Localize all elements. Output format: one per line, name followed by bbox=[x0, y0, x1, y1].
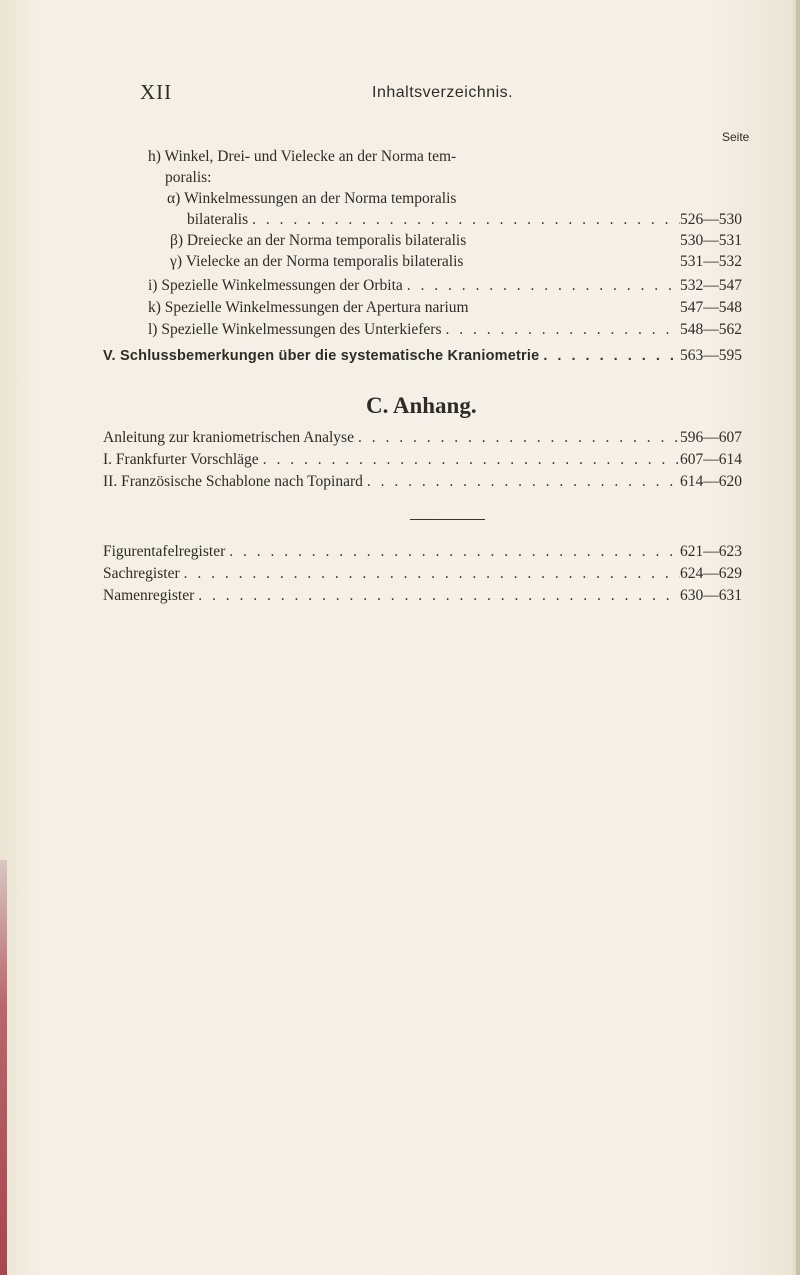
separator-rule bbox=[410, 519, 485, 520]
toc-label: V. Schlussbemerkungen über die systematische Kraniometrie bbox=[103, 348, 540, 364]
toc-entry-h-title-cont: poralis: bbox=[165, 169, 212, 186]
toc-pages: 596—607 bbox=[680, 429, 742, 446]
toc-entry-sachregister bbox=[103, 563, 680, 585]
toc-pages: 614—620 bbox=[680, 473, 742, 490]
toc-pages: 624—629 bbox=[680, 565, 742, 582]
leader-dots bbox=[539, 345, 680, 367]
toc-entry-topinard bbox=[103, 471, 680, 493]
leader-dots bbox=[248, 209, 680, 231]
toc-label: bilateralis bbox=[187, 211, 249, 228]
page-header bbox=[0, 80, 800, 110]
toc-pages: 530—531 bbox=[680, 232, 742, 249]
toc-label: Anleitung zur kraniometrischen Analyse bbox=[103, 429, 354, 446]
toc-entry-namenregister bbox=[103, 585, 680, 607]
leader-dots bbox=[442, 319, 680, 341]
toc-entry-anleitung bbox=[103, 427, 680, 449]
section-heading-anhang: C. Anhang. bbox=[366, 393, 477, 418]
toc-pages: 563—595 bbox=[680, 347, 742, 364]
toc-label: l) Spezielle Winkelmessungen des Unterkiefers bbox=[148, 321, 442, 338]
page-edge-right bbox=[796, 0, 800, 1275]
toc-label: I. Frankfurter Vorschläge bbox=[103, 451, 259, 468]
toc-pages: 621—623 bbox=[680, 543, 742, 560]
leader-dots bbox=[354, 427, 680, 449]
toc-label: Figurentafelregister bbox=[103, 543, 226, 560]
leader-dots bbox=[180, 563, 680, 585]
leader-dots bbox=[363, 471, 680, 493]
toc-label: i) Spezielle Winkelmessungen der Orbita bbox=[148, 277, 403, 294]
toc-entry-h-alpha: α) Winkelmessungen an der Norma temporalis bbox=[167, 190, 457, 207]
toc-entry-h-alpha-cont bbox=[187, 209, 680, 231]
page-column-label: Seite bbox=[722, 130, 750, 144]
toc-entry-frankfurter bbox=[103, 449, 680, 471]
toc-entry-h-title: h) Winkel, Drei- und Vielecke an der Norma tem- bbox=[148, 148, 457, 165]
toc-pages: 607—614 bbox=[680, 451, 742, 468]
leader-dots bbox=[403, 275, 680, 297]
toc-entry-figurentafelregister bbox=[103, 541, 680, 563]
leader-dots bbox=[259, 449, 680, 471]
leader-dots bbox=[194, 585, 680, 607]
toc-pages: 630—631 bbox=[680, 587, 742, 604]
page-number: XII bbox=[140, 80, 173, 104]
toc-pages: 532—547 bbox=[680, 277, 742, 294]
toc-pages: 547—548 bbox=[680, 299, 742, 316]
toc-entry-v bbox=[103, 345, 680, 367]
toc-entry-h-gamma: γ) Vielecke an der Norma temporalis bilateralis bbox=[170, 253, 464, 270]
toc-entry-k: k) Spezielle Winkelmessungen der Apertura narium bbox=[148, 299, 469, 316]
page-edge-left bbox=[0, 860, 7, 1275]
toc-entry-i bbox=[148, 275, 680, 297]
toc-pages: 548—562 bbox=[680, 321, 742, 338]
toc-pages: 531—532 bbox=[680, 253, 742, 270]
toc-label: Namenregister bbox=[103, 587, 195, 604]
leader-dots bbox=[225, 541, 680, 563]
running-title: Inhaltsverzeichnis. bbox=[372, 84, 514, 101]
toc-entry-l bbox=[148, 319, 680, 341]
toc-label: Sachregister bbox=[103, 565, 180, 582]
toc-pages: 526—530 bbox=[680, 211, 742, 228]
toc-entry-h-beta: β) Dreiecke an der Norma temporalis bilateralis bbox=[170, 232, 467, 249]
toc-label: II. Französische Schablone nach Topinard bbox=[103, 473, 363, 490]
